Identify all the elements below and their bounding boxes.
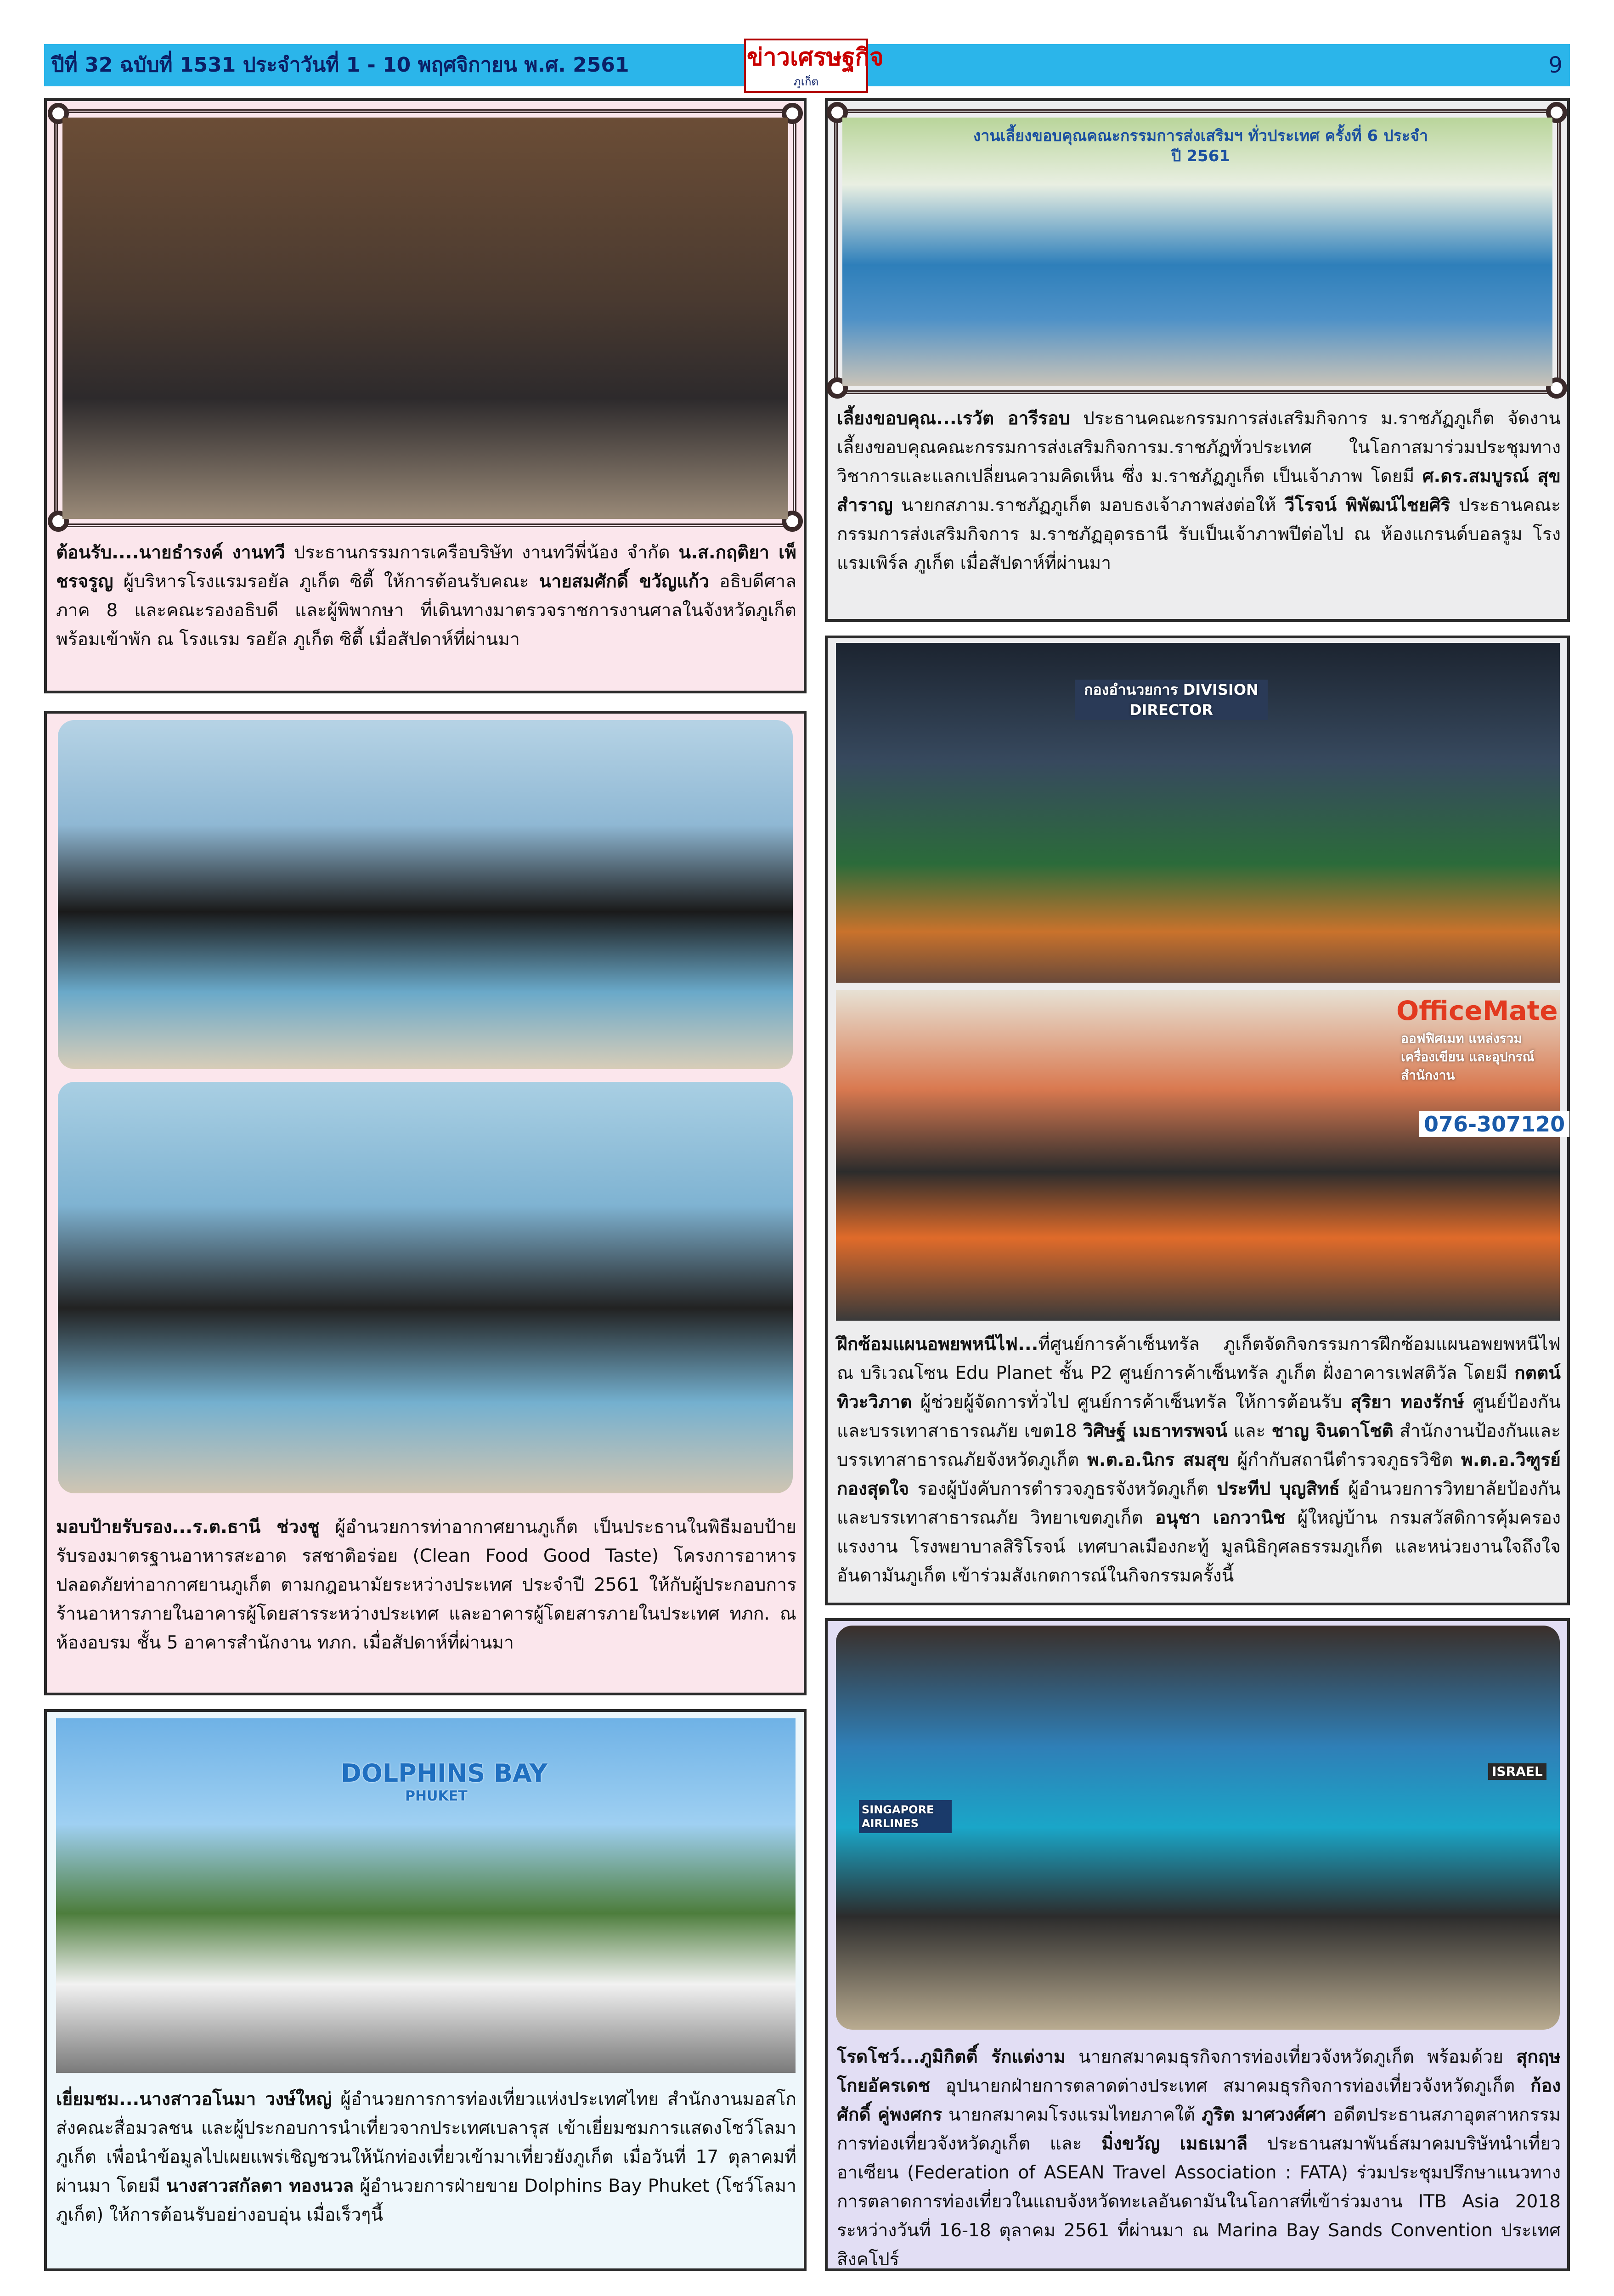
article-caption-certificate-award: มอบป้ายรับรอง...ร.ต.ธานี ช่วงชู ผู้อำนวยการท่าอากาศยานภูเก็ต เป็นประธานในพิธีมอบป้ายรับรองมาตรฐานอาหารสะอาด รสชาติอร่อย (Clean Food Good Taste) โครงการอาหารปลอดภัยท่าอากาศยานภูเก็ต ตามกฎอนามัยระหว่างประเทศ ประจำปี 2561 ให้กับผู้ประกอบการร้านอาหารภายในอาคารผู้โดยสารระหว่างประเทศ และอาคารผู้โดยสารภายในประเทศ ทภก. ณ ห้องอบรม ชั้น 5 อาคารสำนักงาน ทภก. เมื่อสัปดาห์ที่ผ่านมา: [56, 1517, 796, 1653]
article-caption-welcome: ต้อนรับ....นายธำรงค์ งานทวี ประธานกรรมการเครือบริษัท งานทวีพี่น้อง จำกัด น.ส.กฤติยา เพ็ชรจรูญ ผู้บริหารโรงแรมรอยัล ภูเก็ต ซิตี้ ให้การต้อนรับคณะ นายสมศักดิ์ ขวัญแก้ว อธิบดีศาลภาค 8 และคณะรองอธิบดี และผู้พิพากษา ที่เดินทางมาตรวจราชการงานศาลในจังหวัดภูเก็ต พร้อมเข้าพัก ณ โรงแรม รอยัล ภูเก็ต ซิตี้ เมื่อสัปดาห์ที่ผ่านมา: [56, 542, 797, 650]
photo-fire-drill-audience: [836, 990, 1565, 1321]
photo-itb-asia-roadshow: [836, 1626, 1560, 2030]
photo-brand-subtitle: ออฟฟิศเมท แหล่งรวมเครื่องเขียน และอุปกรณ์สำนักงาน: [1401, 1031, 1535, 1083]
article-caption-roadshow: โรดโชว์...ภูมิกิตติ์ รักแต่งาม นายกสมาคมธุรกิจการท่องเที่ยวจังหวัดภูเก็ต พร้อมด้วย สุกฤษ โกยอัครเดช อุปนายกฝ่ายการตลาดต่างประเทศ สมาคมธุรกิจการท่องเที่ยวจังหวัดภูเก็ต ก้องศักดิ์ คู่พงศกร นายกสมาคมโรงแรมไทยภาคใต้ ภูริต มาศวงศ์ศา อดีตประธานสภาอุตสาหกรรมการท่องเที่ยวจังหวัดภูเก็ต และ มิ่งขวัญ เมธเมาลี ประธานสมาพันธ์สมาคมบริษัทนำเที่ยวอาเซียน (Federation of ASEAN Travel Association : FATA) ร่วมประชุมปรึกษาแนวทางการตลาดการท่องเที่ยวในแถบจังหวัดทะเลอันดามันในโอกาสที่เข้าร่วมงาน ITB Asia 2018 ระหว่างวันที่ 16-18 ตุลาคม 2561 ที่ผ่านมา ณ Marina Bay Sands Convention ประเทศสิงคโปร์: [837, 2047, 1561, 2270]
page-number: 9: [1548, 52, 1563, 78]
photo-fire-drill-handshake: [836, 643, 1560, 983]
masthead-title: ข่าวเศรษฐกิจ: [747, 43, 884, 71]
article-caption-dolphins-bay: เยี่ยมชม...นางสาวอโนมา วงษ์ใหญ่ ผู้อำนวยการการท่องเที่ยวแห่งประเทศไทย สำนักงานมอสโก ส่งคณะสื่อมวลชน และผู้ประกอบการนำเที่ยวจากประเทศเบลารุส เข้าเยี่ยมชมการแสดงโชว์โลมาภูเก็ต เพื่อนำข้อมูลไปเผยแพร่เชิญชวนให้นักท่องเที่ยวเข้ามาเที่ยวยังภูเก็ต เมื่อวันที่ 17 ตุลาคมที่ผ่านมา โดยมี นางสาวสกัลตา ทองนวล ผู้อำนวยการฝ่ายขาย Dolphins Bay Phuket (โชว์โลมาภูเก็ต) ให้การต้อนรับอย่างอบอุ่น เมื่อเร็วๆนี้: [56, 2089, 796, 2225]
photo-brand-phone: 076-307120: [1419, 1111, 1569, 1137]
issue-line: ปีที่ 32 ฉบับที่ 1531 ประจำวันที่ 1 - 10 พฤศจิกายน พ.ศ. 2561: [51, 53, 629, 77]
photo-brand-officemate: OfficeMate: [1396, 995, 1558, 1026]
photo-sign-division-director: กองอำนวยการ DIVISION DIRECTOR: [1075, 680, 1268, 720]
masthead-subtitle: ภูเก็ต: [793, 75, 819, 88]
photo-flag-handover-ceremony: [842, 118, 1552, 386]
photo-hotel-welcome-group: [62, 118, 788, 519]
photo-sign-phuket: PHUKET: [405, 1788, 468, 1804]
article-caption-thank-you-dinner: เลี้ยงขอบคุณ...เรวัต อารีรอบ ประธานคณะกรรมการส่งเสริมกิจการ ม.ราชภัฏภูเก็ต จัดงานเลี้ยงขอบคุณคณะกรรมการส่งเสริมกิจการม.ราชภัฏทั่วประเทศ ในโอกาสมาร่วมประชุมทางวิชาการและแลกเปลี่ยนความคิดเห็น ซึ่ง ม.ราชภัฏภูเก็ต เป็นเจ้าภาพ โดยมี ศ.ดร.สมบูรณ์ สุขสำราญ นายกสภาม.ราชภัฏภูเก็ต มอบธงเจ้าภาพส่งต่อให้ วีโรจน์ พิพัฒน์ไชยศิริ ประธานคณะกรรมการส่งเสริมกิจการ ม.ราชภัฏอุดรธานี รับเป็นเจ้าภาพปีต่อไป ณ ห้องแกรนด์บอลรูม โรงแรมเพิร์ล ภูเก็ต เมื่อสัปดาห์ที่ผ่านมา: [837, 408, 1561, 574]
photo-sign-singapore-airlines: SINGAPORE AIRLINES: [859, 1800, 952, 1833]
photo-dolphins-bay-visit: [56, 1718, 796, 2073]
photo-clean-food-award-group-1: [58, 720, 793, 1069]
photo-sign-israel: ISRAEL: [1488, 1763, 1546, 1780]
article-caption-fire-drill: ฝึกซ้อมแผนอพยพหนีไฟ...ที่ศูนย์การค้าเซ็นทรัล ภูเก็ตจัดกิจกรรมการฝึกซ้อมแผนอพยพหนีไฟ ณ บริเวณโซน Edu Planet ชั้น P2 ศูนย์การค้าเซ็นทรัล ภูเก็ต ฝั่งอาคารเฟสติวัล โดยมี กตตน์ ทิวะวิภาต ผู้ช่วยผู้จัดการทั่วไป ศูนย์การค้าเซ็นทรัล ให้การต้อนรับ สุริยา ทองรักษ์ ศูนย์ป้องกันและบรรเทาสาธารณภัย เขต18 วิศิษฐ์ เมธาทรพจน์ และ ชาญ จินดาโชติ สำนักงานป้องกันและบรรเทาสาธารณภัยจังหวัดภูเก็ต พ.ต.อ.นิกร สมสุข ผู้กำกับสถานีตำรวจภูธรวิชิต พ.ต.อ.วิฑูรย์ กองสุดใจ รองผู้บังคับการตำรวจภูธรจังหวัดภูเก็ต ประทีป บุญสิทธ์ ผู้อำนวยการวิทยาลัยป้องกันและบรรเทาสาธารณภัย วิทยาเขตภูเก็ต อนุชา เอกวานิช ผู้ใหญ่บ้าน กรมสวัสดิการคุ้มครองแรงงาน โรงพยาบาลสิริโรจน์ เทศบาลเมืองกะทู้ มูลนิธิกุศลธรรมภูเก็ต และหน่วยงานใจถึงใจ อันดามันภูเก็ต เข้าร่วมสังเกตการณ์ในกิจกรรมครั้งนี้: [837, 1334, 1561, 1586]
photo-sign-dolphins-bay: DOLPHINS BAY: [341, 1759, 547, 1788]
photo-banner-text: งานเลี้ยงขอบคุณคณะกรรมการส่งเสริมฯ ทั่วประเทศ ครั้งที่ 6 ประจำปี 2561: [973, 127, 1428, 165]
photo-clean-food-award-group-2: [58, 1082, 793, 1493]
